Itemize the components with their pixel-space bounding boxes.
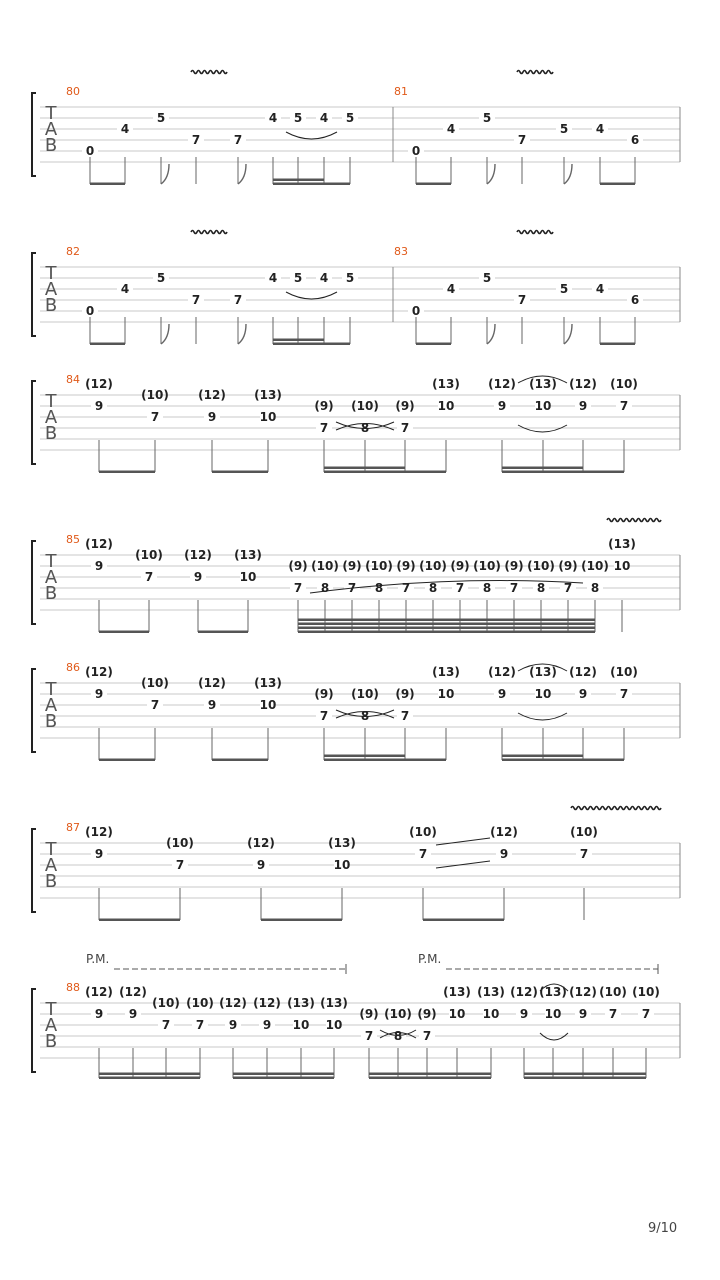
palm-mute-label: P.M. <box>86 952 110 966</box>
fret-number: 0 <box>411 304 421 318</box>
fret-number: 7 <box>579 847 589 861</box>
fret-number: 7 <box>400 421 410 435</box>
note-beam <box>502 471 583 474</box>
tab-staff <box>32 829 680 912</box>
fret-number: 8 <box>393 1029 403 1043</box>
ghost-note: (13) <box>254 676 282 690</box>
tab-clef-letter: A <box>44 855 58 876</box>
fret-number: 9 <box>94 687 104 701</box>
fret-number: 10 <box>259 698 277 712</box>
ghost-note: (10) <box>610 665 638 679</box>
note-beam <box>99 1073 200 1076</box>
ghost-note: (9) <box>558 559 578 573</box>
note-beam <box>324 755 405 758</box>
slur <box>286 292 337 299</box>
fret-number: 10 <box>613 559 631 573</box>
fret-number: 8 <box>360 709 370 723</box>
ghost-note: (10) <box>141 676 169 690</box>
note-beam <box>273 339 324 342</box>
tab-clef-letter: T <box>45 551 57 572</box>
fret-number: 5 <box>345 111 355 125</box>
fret-number: 10 <box>325 1018 343 1032</box>
fret-number: 4 <box>120 122 130 136</box>
tab-clef-letter: A <box>44 567 58 588</box>
note-beam <box>298 627 595 630</box>
vibrato-mark <box>517 71 553 74</box>
fret-number: 10 <box>534 399 552 413</box>
note-beam <box>298 631 595 634</box>
fret-number: 10 <box>437 687 455 701</box>
note-beam <box>324 471 405 474</box>
fret-number: 4 <box>595 282 605 296</box>
fret-number: 7 <box>608 1007 618 1021</box>
tab-clef-letter: T <box>45 679 57 700</box>
fret-number: 8 <box>360 421 370 435</box>
staff-bracket <box>32 669 36 752</box>
fret-number: 5 <box>156 271 166 285</box>
vibrato-mark <box>517 231 553 234</box>
fret-number: 9 <box>578 1007 588 1021</box>
tab-clef-letter: A <box>44 695 58 716</box>
fret-number: 7 <box>347 581 357 595</box>
fret-number: 7 <box>400 709 410 723</box>
ghost-note: (12) <box>490 825 518 839</box>
fret-number: 8 <box>536 581 546 595</box>
tab-clef-letter: B <box>44 295 58 316</box>
tab-clef-letter: T <box>45 103 57 124</box>
fret-number: 9 <box>94 399 104 413</box>
fret-number: 8 <box>320 581 330 595</box>
fret-number: 0 <box>85 304 95 318</box>
ghost-note: (10) <box>384 1007 412 1021</box>
fret-number: 10 <box>333 858 351 872</box>
tab-clef-letter: T <box>45 839 57 860</box>
ghost-note: (12) <box>119 985 147 999</box>
measure-number: 84 <box>66 373 80 386</box>
staff-bracket <box>32 989 36 1072</box>
fret-number: 9 <box>519 1007 529 1021</box>
ghost-note: (12) <box>253 996 281 1010</box>
fret-number: 4 <box>446 122 456 136</box>
note-beam <box>298 619 595 622</box>
ghost-note: (13) <box>529 665 557 679</box>
note-beam <box>212 759 268 762</box>
fret-number: 9 <box>128 1007 138 1021</box>
fret-number: 9 <box>578 399 588 413</box>
ghost-note: (13) <box>539 985 567 999</box>
ghost-note: (12) <box>85 825 113 839</box>
page-number: 9/10 <box>648 1221 678 1236</box>
ghost-note: (12) <box>85 985 113 999</box>
ghost-note: (9) <box>395 399 415 413</box>
fret-number: 7 <box>418 847 428 861</box>
ghost-note: (9) <box>396 559 416 573</box>
fret-number: 4 <box>268 111 278 125</box>
note-flag <box>487 324 495 344</box>
fret-number: 9 <box>256 858 266 872</box>
fret-number: 8 <box>482 581 492 595</box>
tab-clef-letter: T <box>45 391 57 412</box>
fret-number: 7 <box>619 399 629 413</box>
measure-number: 80 <box>66 85 80 98</box>
tab-clef-letter: B <box>44 711 58 732</box>
note-flag <box>564 324 572 344</box>
vibrato-mark <box>607 519 661 522</box>
fret-number: 4 <box>319 271 329 285</box>
note-beam <box>502 467 583 470</box>
fret-number: 9 <box>207 698 217 712</box>
ghost-note: (12) <box>198 388 226 402</box>
staff-bracket <box>32 381 36 464</box>
ghost-note: (12) <box>488 665 516 679</box>
fret-number: 7 <box>641 1007 651 1021</box>
ghost-note: (9) <box>314 399 334 413</box>
fret-number: 9 <box>578 687 588 701</box>
fret-number: 10 <box>482 1007 500 1021</box>
tab-clef-letter: A <box>44 119 58 140</box>
note-beam <box>261 919 342 922</box>
fret-number: 9 <box>193 570 203 584</box>
fret-number: 9 <box>499 847 509 861</box>
ghost-note: (10) <box>141 388 169 402</box>
note-beam <box>369 1073 491 1076</box>
fret-number: 4 <box>120 282 130 296</box>
fret-number: 9 <box>94 1007 104 1021</box>
fret-number: 6 <box>630 133 640 147</box>
ghost-note: (10) <box>135 548 163 562</box>
fret-number: 7 <box>293 581 303 595</box>
note-beam <box>324 759 405 762</box>
fret-number: 4 <box>446 282 456 296</box>
ghost-note: (12) <box>184 548 212 562</box>
fret-number: 9 <box>94 559 104 573</box>
ghost-note: (13) <box>529 377 557 391</box>
ghost-note: (12) <box>569 665 597 679</box>
fret-number: 10 <box>239 570 257 584</box>
measure-number: 81 <box>394 85 408 98</box>
ghost-note: (10) <box>351 399 379 413</box>
ghost-note: (10) <box>365 559 393 573</box>
note-flag <box>161 324 169 344</box>
fret-number: 9 <box>228 1018 238 1032</box>
fret-number: 8 <box>428 581 438 595</box>
note-beam <box>99 631 149 634</box>
ghost-note: (12) <box>85 377 113 391</box>
staff-bracket <box>32 253 36 336</box>
tab-clef-letter: B <box>44 1031 58 1052</box>
ghost-note: (13) <box>254 388 282 402</box>
ghost-note: (12) <box>247 836 275 850</box>
fret-number: 0 <box>85 144 95 158</box>
ghost-note: (12) <box>510 985 538 999</box>
note-flag <box>564 164 572 184</box>
fret-number: 7 <box>422 1029 432 1043</box>
note-beam <box>212 471 268 474</box>
vibrato-mark <box>191 71 227 74</box>
fret-number: 9 <box>262 1018 272 1032</box>
ghost-note: (13) <box>320 996 348 1010</box>
tab-clef-letter: B <box>44 583 58 604</box>
ghost-note: (10) <box>419 559 447 573</box>
staff-bracket <box>32 541 36 624</box>
tab-clef-letter: B <box>44 423 58 444</box>
tab-clef-letter: T <box>45 263 57 284</box>
fret-number: 4 <box>268 271 278 285</box>
tab-clef-letter: A <box>44 279 58 300</box>
fret-number: 7 <box>191 133 201 147</box>
staff-bracket <box>32 93 36 176</box>
fret-number: 9 <box>497 687 507 701</box>
ghost-note: (10) <box>186 996 214 1010</box>
note-beam <box>524 1077 646 1080</box>
fret-number: 7 <box>364 1029 374 1043</box>
slide-line <box>436 838 490 845</box>
note-beam <box>423 919 504 922</box>
note-beam <box>99 759 155 762</box>
fret-number: 10 <box>259 410 277 424</box>
measure-number: 85 <box>66 533 80 546</box>
tab-clef-letter: B <box>44 871 58 892</box>
note-beam <box>369 1077 491 1080</box>
fret-number: 7 <box>195 1018 205 1032</box>
ghost-note: (10) <box>152 996 180 1010</box>
fret-number: 5 <box>482 111 492 125</box>
note-beam <box>416 343 451 346</box>
fret-number: 10 <box>544 1007 562 1021</box>
ghost-note: (10) <box>570 825 598 839</box>
ghost-note: (12) <box>85 665 113 679</box>
note-beam <box>273 183 324 186</box>
ghost-note: (9) <box>288 559 308 573</box>
note-beam <box>198 631 248 634</box>
measure-number: 87 <box>66 821 80 834</box>
fret-number: 0 <box>411 144 421 158</box>
tab-clef-letter: A <box>44 1015 58 1036</box>
fret-number: 8 <box>590 581 600 595</box>
fret-number: 7 <box>161 1018 171 1032</box>
note-beam <box>233 1077 334 1080</box>
ghost-note: (10) <box>599 985 627 999</box>
ghost-note: (12) <box>85 537 113 551</box>
fret-number: 7 <box>150 698 160 712</box>
fret-number: 7 <box>191 293 201 307</box>
ghost-note: (13) <box>287 996 315 1010</box>
palm-mute-label: P.M. <box>418 952 442 966</box>
ghost-note: (13) <box>477 985 505 999</box>
measure-number: 88 <box>66 981 80 994</box>
fret-number: 5 <box>156 111 166 125</box>
ghost-note: (10) <box>473 559 501 573</box>
fret-number: 9 <box>497 399 507 413</box>
fret-number: 9 <box>207 410 217 424</box>
ghost-note: (9) <box>359 1007 379 1021</box>
fret-number: 5 <box>293 271 303 285</box>
ghost-note: (9) <box>504 559 524 573</box>
ghost-note: (12) <box>488 377 516 391</box>
tab-clef-letter: T <box>45 999 57 1020</box>
ghost-note: (12) <box>198 676 226 690</box>
fret-number: 5 <box>559 122 569 136</box>
ghost-note: (10) <box>311 559 339 573</box>
fret-number: 7 <box>150 410 160 424</box>
fret-number: 10 <box>534 687 552 701</box>
ghost-note: (9) <box>417 1007 437 1021</box>
fret-number: 7 <box>175 858 185 872</box>
fret-number: 5 <box>482 271 492 285</box>
ghost-note: (10) <box>409 825 437 839</box>
fret-number: 10 <box>437 399 455 413</box>
note-beam <box>324 467 405 470</box>
ghost-note: (10) <box>581 559 609 573</box>
measure-number: 82 <box>66 245 80 258</box>
fret-number: 5 <box>559 282 569 296</box>
ghost-note: (10) <box>166 836 194 850</box>
fret-number: 7 <box>319 421 329 435</box>
ghost-note: (13) <box>328 836 356 850</box>
ghost-note: (13) <box>234 548 262 562</box>
note-flag <box>161 164 169 184</box>
fret-number: 4 <box>319 111 329 125</box>
fret-number: 8 <box>374 581 384 595</box>
note-flag <box>487 164 495 184</box>
note-beam <box>90 183 125 186</box>
vibrato-mark <box>191 231 227 234</box>
note-beam <box>502 755 583 758</box>
note-beam <box>99 919 180 922</box>
fret-number: 4 <box>595 122 605 136</box>
ghost-note: (12) <box>569 377 597 391</box>
note-beam <box>524 1073 646 1076</box>
fret-number: 7 <box>455 581 465 595</box>
note-beam <box>90 343 125 346</box>
ghost-note: (10) <box>527 559 555 573</box>
ghost-note: (9) <box>395 687 415 701</box>
note-beam <box>99 1077 200 1080</box>
ghost-note: (9) <box>342 559 362 573</box>
ghost-note: (13) <box>432 665 460 679</box>
fret-number: 6 <box>630 293 640 307</box>
note-beam <box>273 179 324 182</box>
ghost-note: (12) <box>569 985 597 999</box>
note-beam <box>600 183 635 186</box>
fret-number: 7 <box>563 581 573 595</box>
note-beam <box>273 343 324 346</box>
ghost-note: (10) <box>632 985 660 999</box>
fret-number: 7 <box>509 581 519 595</box>
tab-clef-letter: B <box>44 135 58 156</box>
fret-number: 5 <box>345 271 355 285</box>
fret-number: 7 <box>144 570 154 584</box>
ghost-note: (13) <box>608 537 636 551</box>
ghost-note: (12) <box>219 996 247 1010</box>
fret-number: 7 <box>401 581 411 595</box>
ghost-note: (10) <box>351 687 379 701</box>
ghost-note: (13) <box>432 377 460 391</box>
note-beam <box>600 343 635 346</box>
slur <box>286 132 337 139</box>
ghost-note: (9) <box>450 559 470 573</box>
fret-number: 10 <box>292 1018 310 1032</box>
fret-number: 10 <box>448 1007 466 1021</box>
tab-clef-letter: A <box>44 407 58 428</box>
note-beam <box>502 759 583 762</box>
fret-number: 7 <box>619 687 629 701</box>
note-beam <box>416 183 451 186</box>
fret-number: 7 <box>233 293 243 307</box>
note-beam <box>233 1073 334 1076</box>
fret-number: 7 <box>517 293 527 307</box>
note-flag <box>238 324 246 344</box>
fret-number: 7 <box>233 133 243 147</box>
fret-number: 7 <box>319 709 329 723</box>
fret-number: 5 <box>293 111 303 125</box>
note-beam <box>99 471 155 474</box>
fret-number: 9 <box>94 847 104 861</box>
ghost-note: (10) <box>610 377 638 391</box>
ghost-note: (13) <box>443 985 471 999</box>
ghost-note: (9) <box>314 687 334 701</box>
measure-number: 86 <box>66 661 80 674</box>
note-beam <box>298 623 595 626</box>
vibrato-mark <box>571 807 661 810</box>
measure-number: 83 <box>394 245 408 258</box>
staff-bracket <box>32 829 36 912</box>
note-flag <box>238 164 246 184</box>
fret-number: 7 <box>517 133 527 147</box>
